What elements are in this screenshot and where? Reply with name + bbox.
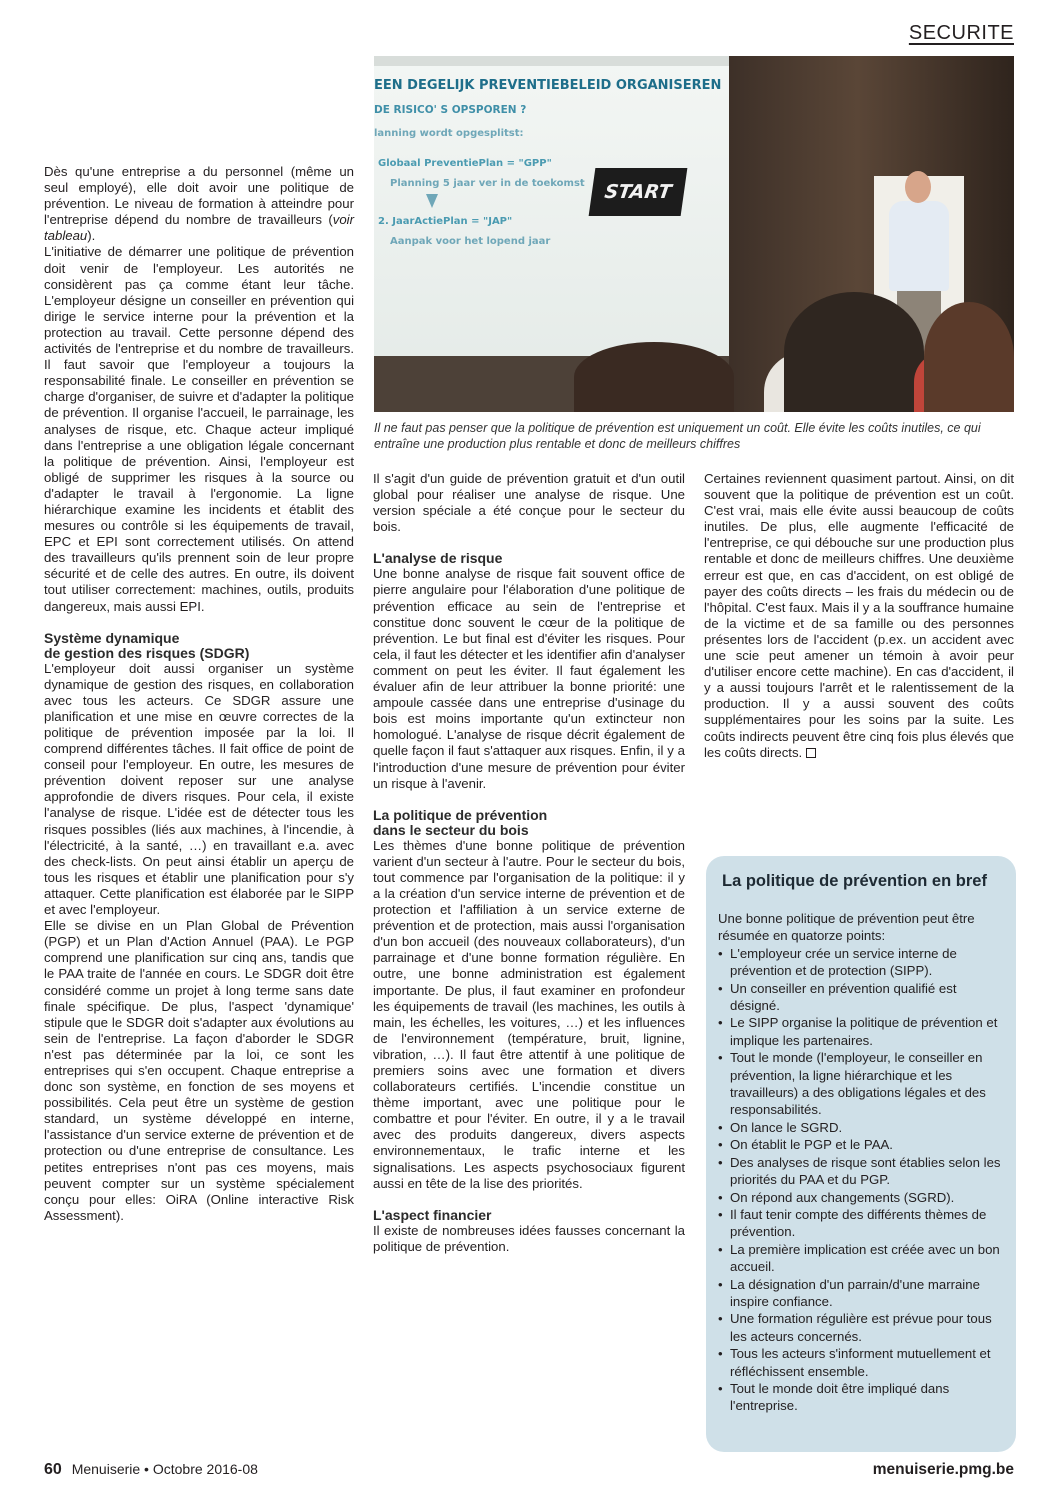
paragraph: Certaines reviennent quasiment partout. Ainsi, on dit souvent que la politique de prévention est un coût. C'est vrai, mais elle évite aussi beaucoup de coûts inutiles. De plus, elle augmente l'efficacité de l'entreprise, ce qui débouche sur une production plus rentable et donc de meilleurs chiffres. Une deuxième erreur est que, en cas d'accident, on est obligé de payer des coûts directs – les frais du médecin ou de l'hôpital. C'est faux. Mais il y a la souffrance humaine de la victime et de sa famille ou des personnes présentes lors de l'accident (p.ex. un accident avec une scie peut amener un témoin à avoir peur d'utiliser encore cette machine). En cas d'accident, il y a aussi toujours l'arrêt et le ralentissement de la production. Il y a aussi souvent des coûts supplémentaires pour les soins par la suite. Les coûts indirects peuvent être cinq fois plus élevés que les coûts directs.	[704, 471, 1014, 760]
summary-box	[706, 856, 1016, 1452]
paragraph: L'initiative de démarrer une politique de prévention doit venir de l'employeur. Les autorités ne considèrent pas ça comme étant leur tâche. L'employeur désigne un conseiller en prévention qui dirige le service interne pour la prévention et la protection au travail. Cette personne dépend des activités de l'entreprise et du nombre de travailleurs. Il faut savoir que l'employeur a toujours la responsabilité finale. Le conseiller en prévention se charge d'organiser, de suivre et d'adapter la politique de prévention. Il organise l'accueil, le parrainage, les analyses de risque, etc. Chaque acteur impliqué dans l'entreprise a une obligation légale concernant la politique de prévention. Ainsi, l'employeur est obligé de supprimer les risques à la source ou d'adapter le travail à l'ergonomie. La ligne hiérarchique examine les incidents et établit des mesures ou contrôle si les équipements de travail, EPC et EPI sont correctement utilisés. On attend des travailleurs qu'ils prennent soin de leur propre sécurité et de celle des autres. En outre, ils doivent tout utiliser correctement: machines, outils, produits dangereux, mais aussi EPI.	[44, 244, 354, 614]
subheading: L'analyse de risque	[373, 550, 503, 567]
slide-title: EEN DEGELIJK PREVENTIEBELEID ORGANISEREN	[374, 78, 722, 93]
list-item: • Des analyses de risque sont établies selon les priorités du PAA et du PGP.	[718, 1154, 1010, 1189]
paragraph: L'employeur doit aussi organiser un système dynamique de gestion des risques, en collaboration avec tous les acteurs. Ce SDGR assure une planification et une mise en œuvre correctes de la politique de prévention imposée par la loi. Il comprend différentes tâches. Il fait office de point de conseil pour l'employeur. En outre, les mesures de prévention doivent reposer sur une analyse approfondie de divers risques. Pour cela, il existe l'analyse de risque. L'idée est de détecter tous les risques possibles (liés aux machines, à l'incendie, à l'électricité, à la santé, …) en travaillant e.a. avec des check-lists. On peut ainsi établir un aperçu de tous les risques et établir une planification pour s'y attaquer. Cette planification est élaborée par le SIPP et avec l'employeur.	[44, 660, 354, 918]
list-item: • L'employeur crée un service interne de prévention et de protection (SIPP).	[718, 945, 1010, 980]
list-item: • On établit le PGP et le PAA.	[718, 1136, 1010, 1153]
list-item: • On répond aux changements (SGRD).	[718, 1189, 1010, 1206]
list-item: • Tout le monde doit être impliqué dans l'entreprise.	[718, 1380, 1010, 1415]
paragraph: Il existe de nombreuses idées fausses concernant la politique de prévention.	[373, 1222, 685, 1254]
summary-box-body	[718, 910, 1010, 1415]
audience-figures	[574, 282, 1014, 412]
subheading: La politique de prévention dans le secteur du bois	[373, 806, 548, 838]
article-photo	[374, 56, 1014, 412]
end-of-article-icon	[806, 748, 816, 758]
paragraph: Les thèmes d'une bonne politique de prévention varient d'un secteur à l'autre. Pour le secteur du bois, tout commence par l'organisation de la politique: il y a la création d'un service interne de prévention et de protection et l'affiliation à un service externe de prévention et de protection, mais aussi l'organisation d'un bon accueil (des nouveaux collaborateurs), d'un parrainage et d'une bonne formation régulière. En outre, une bonne administration est également importante. De plus, il faut examiner en profondeur les équipements de travail (les machines, les outils à main, les échelles, les voitures, …) et les influences de l'environnement (température, bruit, lignine, vibration, …). Il faut être attentif à une politique de premiers soins avec une formation et divers collaborateurs certifiés. L'incendie constitue un thème important, avec une politique pour le combattre et pour l'éviter. En outre, il y a le travail avec des produits dangereux, divers aspects environnementaux, le trafic interne et les signalisations. Les aspects psychosociaux figurent aussi en tête de la lise des priorités.	[373, 837, 685, 1191]
page-number: 60	[44, 1461, 62, 1478]
paragraph: Il s'agit d'un guide de prévention gratuit et d'un outil global pour réaliser une analyse de risque. Une version spéciale a été conçue pour le secteur du bois.	[373, 471, 685, 535]
slide-text: 2. JaarActiePlan = "JAP"	[378, 216, 513, 227]
list-item: • Le SIPP organise la politique de prévention et implique les partenaires.	[718, 1014, 1010, 1049]
summary-intro: Une bonne politique de prévention peut être résumée en quatorze points:	[718, 911, 975, 944]
list-item: • Tous les acteurs s'informent mutuellement et réfléchissent ensemble.	[718, 1345, 1010, 1380]
list-item: • Un conseiller en prévention qualifié est désigné.	[718, 980, 1010, 1015]
summary-list	[718, 945, 1010, 1415]
start-sign: START	[589, 168, 688, 216]
subheading: L'aspect financier	[373, 1206, 492, 1223]
arrow-down-icon	[426, 194, 438, 208]
subheading: Système dynamique de gestion des risques (SDGR)	[44, 629, 250, 661]
slide-text: Aanpak voor het lopend jaar	[390, 236, 551, 247]
slide-text: lanning wordt opgesplitst:	[374, 128, 524, 139]
list-item: • Il faut tenir compte des différents thèmes de prévention.	[718, 1206, 1010, 1241]
summary-box-title: La politique de prévention en bref	[722, 872, 987, 890]
column-3	[704, 471, 1014, 761]
section-tag: SECURITE	[908, 22, 1014, 44]
list-item: • Tout le monde (l'employeur, le conseiller en prévention, la ligne hiérarchique et les travailleurs) a des obligations légales et des responsabilités.	[718, 1049, 1010, 1119]
paragraph: Une bonne analyse de risque fait souvent office de pierre angulaire pour l'élaboration d'une politique de prévention efficace au sein de l'entreprise et constitue donc souvent le cœur de la politique de prévention. Le but final est d'éviter les risques. Pour cela, il faut les détecter et les identifier afin d'analyser comment on peut les éviter. Il faut également les évaluer afin de leur attribuer la bonne priorité: une ampoule cassée dans une entreprise d'usinage du bois est moins importante qu'un extincteur non homologué. L'analyse de risque décrit également de quelle façon il faut s'attaquer aux risques. Enfin, il y a l'introduction d'une mesure de prévention pour éviter un risque à l'avenir.	[373, 566, 685, 791]
column-1	[44, 164, 354, 1224]
list-item: • Une formation régulière est prévue pour tous les acteurs concernés.	[718, 1310, 1010, 1345]
paragraph: Elle se divise en un Plan Global de Prévention (PGP) et un Plan d'Action Annuel (PAA). Le PGP comprend une planification sur cinq ans, tandis que le PAA traite de l'année en cours. Le SDGR doit être considéré comme un projet à long terme sans date finale spécifique. De plus, l'aspect 'dynamique' stipule que le SDGR doit s'adapter aux évolutions au sein de l'entreprise. La façon d'aborder le SDGR n'est pas déterminée par la loi, ce sont les entreprises qui s'en occupent. Chaque entreprise a donc son système, en fonction de ses moyens et possibilités. Cela peut être un système de gestion standard, un système développé en interne, l'assistance d'un service externe de prévention et de protection ou d'une entreprise de consultance. Les petites entreprises n'ont pas ces moyens, mais peuvent compter sur un système spécialement conçu pour elles: OiRA (Online interactive Risk Assessment).	[44, 918, 354, 1223]
slide-text: Globaal PreventiePlan = "GPP"	[378, 158, 552, 169]
publication-info: Menuiserie • Octobre 2016-08	[71, 1461, 258, 1477]
page-footer	[44, 1461, 258, 1479]
list-item: • La désignation d'un parrain/d'une marraine inspire confiance.	[718, 1276, 1010, 1311]
list-item: • On lance le SGRD.	[718, 1119, 1010, 1136]
paragraph: Dès qu'une entreprise a du personnel (même un seul employé), elle doit avoir une politique de prévention. Le niveau de formation à atteindre pour l'entreprise dépend du nombre de travailleurs (voir tableau).	[44, 164, 354, 244]
photo-caption: Il ne faut pas penser que la politique de prévention est uniquement un coût. Elle évite les coûts inutiles, ce qui entraîne une production plus rentable et donc de meilleurs chiffres	[374, 421, 981, 451]
column-2	[373, 471, 685, 1255]
website-link[interactable]: menuiserie.pmg.be	[872, 1461, 1014, 1478]
slide-subtitle: DE RISICO' S OPSPOREN ?	[374, 104, 527, 116]
list-item: • La première implication est créée avec un bon accueil.	[718, 1241, 1010, 1276]
slide-text: Planning 5 jaar ver in de toekomst	[390, 178, 585, 189]
